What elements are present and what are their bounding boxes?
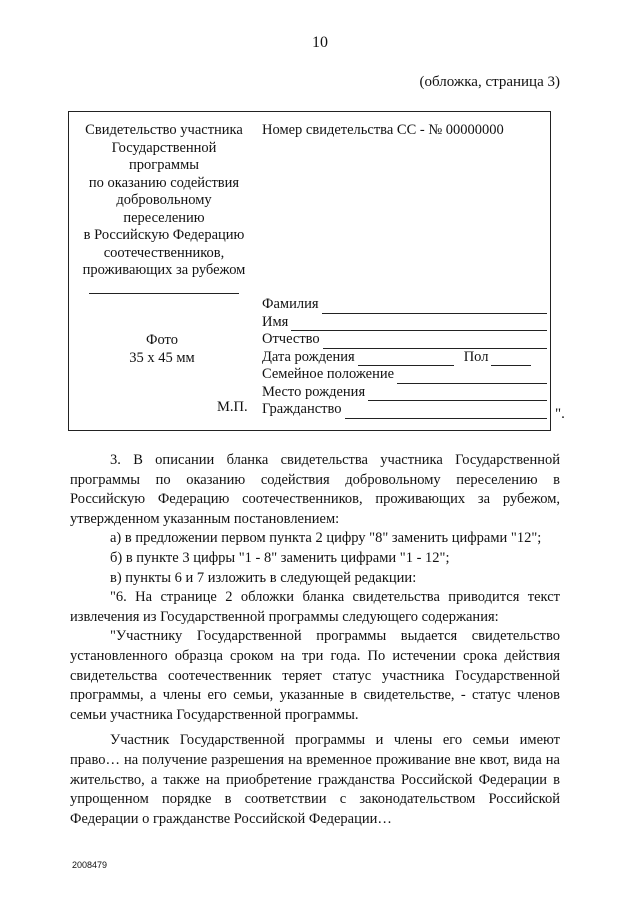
body-text bbox=[70, 451, 560, 829]
name-label: Имя bbox=[262, 313, 289, 330]
birth-place-field bbox=[262, 384, 547, 402]
subitem-c: в) пункты 6 и 7 изложить в следующей редакции: bbox=[110, 569, 417, 586]
title-line: проживающих за рубежом bbox=[82, 262, 246, 278]
surname-field bbox=[262, 296, 547, 314]
name-blank bbox=[291, 317, 547, 331]
citizenship-blank bbox=[345, 405, 547, 419]
photo-placeholder bbox=[87, 331, 237, 367]
marital-status-field bbox=[262, 366, 547, 384]
page-number: 10 bbox=[312, 34, 328, 51]
certificate-number: Номер свидетельства СС - № 00000000 bbox=[262, 122, 504, 138]
title-line: в Российскую Федерацию bbox=[83, 227, 245, 243]
patronymic-field bbox=[262, 331, 547, 349]
subitem-a: а) в предложении первом пункта 2 цифру "8" заменить цифрами "12"; bbox=[110, 530, 542, 547]
stamp-label: М.П. bbox=[217, 399, 248, 415]
divider-line bbox=[89, 293, 239, 294]
document-code: 2008479 bbox=[72, 860, 108, 870]
citizenship-field bbox=[262, 401, 547, 419]
certificate-title bbox=[79, 122, 249, 280]
birth-date-field bbox=[262, 349, 547, 367]
cover-note: (обложка, страница 3) bbox=[419, 74, 560, 90]
paragraph-item-3: 3. В описании бланка свидетельства участника Государственной программы по оказанию содействия добровольному переселению в Российскую Федерацию соотечественников, проживающих за рубежом, утвержденном указанным постановлением: bbox=[70, 452, 560, 527]
subitem-b: б) в пункте 3 цифры "1 - 8" заменить цифрами "1 - 12"; bbox=[110, 549, 450, 566]
quote-paragraph: Участник Государственной программы и члены его семьи имеют право… на получение разрешения на временное проживание вне квот, вида на жительство, а также на приобретение гражданства Российской Федерации в упрощенном порядке в соответствии с законодательством Российской Федерации о гражданстве Российской Федерации… bbox=[70, 732, 560, 827]
title-line: добровольному bbox=[116, 192, 212, 208]
marital-status-label: Семейное положение bbox=[262, 366, 395, 382]
birth-place-blank bbox=[368, 387, 547, 401]
patronymic-blank bbox=[323, 335, 547, 349]
citizenship-label: Гражданство bbox=[262, 401, 342, 417]
title-line: Свидетельство участника bbox=[85, 122, 243, 138]
name-field bbox=[262, 314, 547, 332]
certificate-form bbox=[68, 111, 551, 431]
photo-size: 35 х 45 мм bbox=[129, 350, 195, 366]
title-line: по оказанию содействия bbox=[88, 174, 240, 191]
title-line: переселению bbox=[123, 209, 205, 226]
birth-place-label: Место рождения bbox=[262, 383, 366, 400]
title-line: программы bbox=[129, 157, 199, 173]
birth-date-blank bbox=[358, 352, 454, 366]
surname-label: Фамилия bbox=[262, 296, 319, 312]
quote-paragraph: "Участнику Государственной программы выдается свидетельство установленного образца сроком на три года. По истечении срока действия свидетельства соотечественник теряет статус участника Государственной программы, а члены его семьи, указанные в свидетельстве, - статус членов семьи участника Государственной программы. bbox=[70, 628, 560, 723]
paragraph-item-6: "6. На странице 2 обложки бланка свидетельства приводится текст извлечения из Государственной программы следующего содержания: bbox=[70, 589, 560, 625]
closing-quote: ". bbox=[555, 406, 565, 422]
marital-status-blank bbox=[397, 370, 547, 384]
surname-blank bbox=[322, 300, 548, 314]
title-line: соотечественников, bbox=[103, 244, 225, 261]
birth-date-label: Дата рождения bbox=[262, 348, 355, 365]
personal-data-fields bbox=[262, 296, 547, 419]
sex-label: Пол bbox=[463, 348, 489, 365]
photo-label: Фото bbox=[146, 332, 178, 348]
title-line: Государственной bbox=[111, 139, 217, 156]
sex-blank bbox=[491, 352, 531, 366]
patronymic-label: Отчество bbox=[262, 331, 320, 347]
